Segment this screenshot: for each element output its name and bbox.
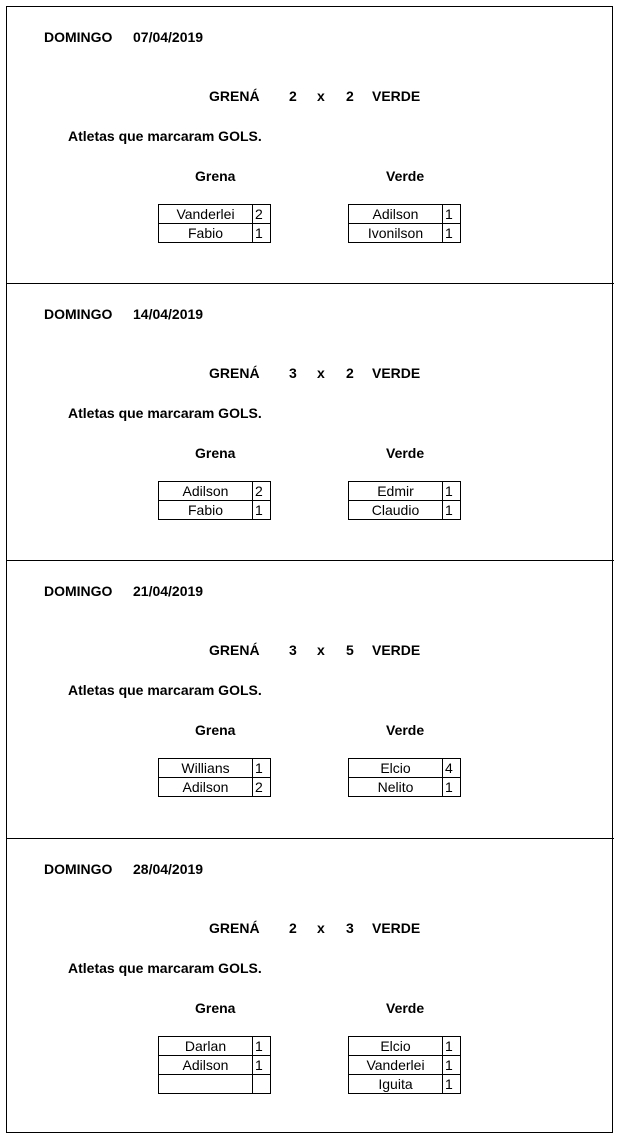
scorer-goals: 1: [253, 759, 271, 778]
team-a-column-title: Grena: [195, 168, 236, 184]
team-a-score: 2: [289, 920, 297, 936]
scorer-name: Claudio: [349, 501, 443, 520]
team-b-column-title: Verde: [386, 445, 425, 461]
team-b-score: 5: [346, 642, 354, 658]
scorer-name: Nelito: [349, 778, 443, 797]
table-row: [159, 1075, 271, 1094]
scorer-name: Edmir: [349, 482, 443, 501]
match-block-3: [7, 560, 614, 839]
team-b-name: VERDE: [372, 920, 421, 936]
table-row: [349, 1037, 461, 1056]
scorer-name: Vanderlei: [349, 1056, 443, 1075]
team-b-scorers-table: [348, 204, 461, 243]
day-label: DOMINGO: [44, 583, 113, 599]
scorer-goals: 2: [253, 205, 271, 224]
team-a-score: 2: [289, 88, 297, 104]
match-date: 28/04/2019: [133, 861, 204, 877]
scorers-heading: Atletas que marcaram GOLS.: [68, 682, 262, 698]
scorer-name: Fabio: [159, 224, 253, 243]
team-b-column-title: Verde: [386, 168, 425, 184]
team-a-column-title: Grena: [195, 445, 236, 461]
day-label: DOMINGO: [44, 861, 113, 877]
table-row: [159, 224, 271, 243]
versus-mark: x: [317, 920, 325, 936]
scorers-heading: Atletas que marcaram GOLS.: [68, 960, 262, 976]
scorer-goals: 1: [443, 1075, 461, 1094]
scorer-name: Elcio: [349, 759, 443, 778]
table-row: [159, 1056, 271, 1075]
team-a-score: 3: [289, 365, 297, 381]
match-date: 21/04/2019: [133, 583, 204, 599]
table-row: [159, 501, 271, 520]
scorer-goals: 1: [443, 205, 461, 224]
team-b-scorers-table: [348, 481, 461, 520]
match-block-4: [7, 838, 614, 1135]
scorer-name: Iguita: [349, 1075, 443, 1094]
scorer-goals: 1: [443, 1037, 461, 1056]
table-row: [349, 1056, 461, 1075]
team-a-name: GRENÁ: [209, 920, 260, 936]
scorer-name: Willians: [159, 759, 253, 778]
team-b-scorers-table: [348, 1036, 461, 1094]
team-a-name: GRENÁ: [209, 642, 260, 658]
table-row: [349, 759, 461, 778]
match-sheet: [6, 6, 613, 1133]
team-a-score: 3: [289, 642, 297, 658]
table-row: [349, 482, 461, 501]
team-b-name: VERDE: [372, 642, 421, 658]
scorer-goals: 1: [253, 501, 271, 520]
scorers-heading: Atletas que marcaram GOLS.: [68, 405, 262, 421]
day-label: DOMINGO: [44, 29, 113, 45]
scorer-name: Ivonilson: [349, 224, 443, 243]
match-date: 07/04/2019: [133, 29, 204, 45]
day-label: DOMINGO: [44, 306, 113, 322]
table-row: [349, 224, 461, 243]
team-a-name: GRENÁ: [209, 88, 260, 104]
scorers-heading: Atletas que marcaram GOLS.: [68, 128, 262, 144]
scorer-goals: 1: [443, 482, 461, 501]
scorer-goals: 1: [253, 224, 271, 243]
versus-mark: x: [317, 88, 325, 104]
team-b-score: 3: [346, 920, 354, 936]
scorer-goals: 1: [443, 224, 461, 243]
match-block-1: [7, 7, 614, 283]
team-b-column-title: Verde: [386, 722, 425, 738]
team-a-column-title: Grena: [195, 722, 236, 738]
scorer-name: Darlan: [159, 1037, 253, 1056]
scorer-name: Fabio: [159, 501, 253, 520]
team-b-name: VERDE: [372, 88, 421, 104]
versus-mark: x: [317, 642, 325, 658]
scorer-name: Adilson: [349, 205, 443, 224]
scorer-name: Adilson: [159, 1056, 253, 1075]
team-a-column-title: Grena: [195, 1000, 236, 1016]
team-b-score: 2: [346, 88, 354, 104]
scorer-name: Adilson: [159, 778, 253, 797]
scorer-goals: 1: [253, 1037, 271, 1056]
table-row: [159, 482, 271, 501]
team-a-scorers-table: [158, 204, 271, 243]
scorer-goals: 1: [253, 1056, 271, 1075]
team-b-scorers-table: [348, 758, 461, 797]
team-b-column-title: Verde: [386, 1000, 425, 1016]
scorer-goals: [253, 1075, 271, 1094]
table-row: [349, 501, 461, 520]
match-block-2: [7, 283, 614, 561]
scorer-name: Adilson: [159, 482, 253, 501]
scorer-name: Elcio: [349, 1037, 443, 1056]
team-b-score: 2: [346, 365, 354, 381]
table-row: [349, 778, 461, 797]
team-a-scorers-table: [158, 1036, 271, 1094]
scorer-goals: 1: [443, 501, 461, 520]
match-date: 14/04/2019: [133, 306, 204, 322]
table-row: [159, 1037, 271, 1056]
table-row: [159, 205, 271, 224]
versus-mark: x: [317, 365, 325, 381]
scorer-goals: 2: [253, 482, 271, 501]
team-a-name: GRENÁ: [209, 365, 260, 381]
table-row: [349, 205, 461, 224]
team-a-scorers-table: [158, 481, 271, 520]
team-a-scorers-table: [158, 758, 271, 797]
scorer-goals: 1: [443, 778, 461, 797]
scorer-goals: 1: [443, 1056, 461, 1075]
team-b-name: VERDE: [372, 365, 421, 381]
table-row: [159, 759, 271, 778]
scorer-name: Vanderlei: [159, 205, 253, 224]
table-row: [159, 778, 271, 797]
scorer-name: [159, 1075, 253, 1094]
scorer-goals: 4: [443, 759, 461, 778]
scorer-goals: 2: [253, 778, 271, 797]
table-row: [349, 1075, 461, 1094]
